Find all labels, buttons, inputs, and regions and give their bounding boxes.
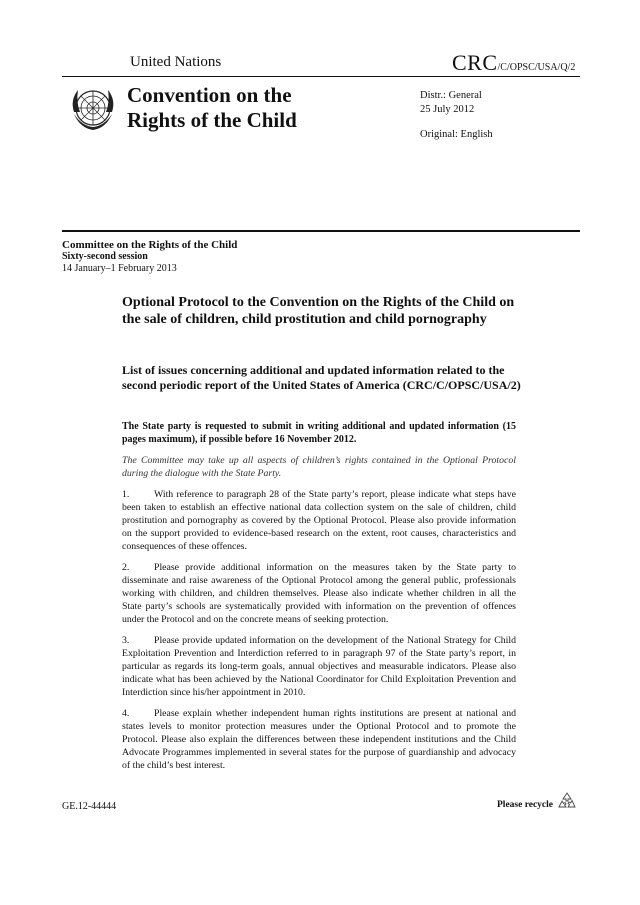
job-number: GE.12-44444 bbox=[62, 801, 117, 812]
convention-title-line1: Convention on the bbox=[127, 83, 292, 107]
paragraph-number: 2. bbox=[122, 562, 130, 573]
distribution-date: 25 July 2012 bbox=[420, 104, 475, 115]
original-language: Original: English bbox=[420, 129, 493, 140]
convention-title-line2: Rights of the Child bbox=[127, 108, 297, 132]
committee-dates: 14 January–1 February 2013 bbox=[62, 263, 177, 274]
convention-title bbox=[127, 83, 297, 133]
symbol-rest: /C/OPSC/USA/Q/2 bbox=[497, 62, 576, 73]
title-rule bbox=[62, 230, 580, 232]
protocol-heading: Optional Protocol to the Convention on the Rights of the Child on the sale of children, child prostitution and child pornography bbox=[122, 295, 515, 327]
recycle-text: Please recycle bbox=[497, 800, 553, 810]
document-body bbox=[122, 420, 516, 780]
distribution-block bbox=[420, 89, 482, 117]
paragraph-text: Please explain whether independent human rights institutions are present at national and states levels to monitor protection measures under the Optional Protocol and to promote the Protocol. Please also explain the differences between these independent institutions and the Child Advocate Programmes implemented in several states for the purpose of guardianship and advocacy of the child’s best interest. bbox=[122, 708, 516, 771]
paragraph-text: Please provide additional information on the measures taken by the State party to disseminate and raise awareness of the Optional Protocol among the general public, professionals working with children, and children themselves. Please also indicate whether children in all the State party’s schools are systematically provided with information on the prevention of offences under the Protocol and on the concrete means of seeking protection. bbox=[122, 562, 516, 625]
organization-name: United Nations bbox=[130, 54, 222, 70]
paragraph-text: With reference to paragraph 28 of the State party’s report, please indicate what steps have been taken to establish an effective national data collection system on the sale of children, child prostitution and pornography as covered by the Optional Protocol. Please also provide information on the support provided to evidence-based research on the extent, root causes, characteristics and consequences of these offences. bbox=[122, 489, 516, 552]
note-paragraph: The Committee may take up all aspects of children’s rights contained in the Optional Protocol during the dialogue with the State Party. bbox=[122, 455, 516, 479]
recycle-icon bbox=[556, 791, 578, 813]
distribution-status: Distr.: General bbox=[420, 90, 482, 101]
paragraph-number: 1. bbox=[122, 489, 130, 500]
numbered-paragraph bbox=[122, 561, 516, 626]
numbered-paragraph bbox=[122, 488, 516, 553]
paragraph-text: Please provide updated information on the development of the National Strategy for Child Exploitation Prevention and Interdiction referred to in paragraph 97 of the State party’s report, in particular as regards its long-term goals, annual objectives and measurable indicators. Please also indicate what has been achieved by the National Coordinator for Child Exploitation Prevention and Interdiction since his/her appointment in 2010. bbox=[122, 635, 516, 698]
request-paragraph: The State party is requested to submit in writing additional and updated information (15 pages maximum), if possible before 16 November 2012. bbox=[122, 421, 516, 445]
numbered-paragraph bbox=[122, 707, 516, 772]
un-emblem-icon bbox=[66, 82, 120, 136]
committee-session: Sixty-second session bbox=[62, 251, 148, 262]
document-symbol bbox=[452, 50, 575, 76]
header-rule bbox=[62, 76, 580, 77]
list-of-issues-heading: List of issues concerning additional and updated information related to the second periodic report of the United States of America (CRC/C/OPSC/USA/2) bbox=[122, 363, 521, 392]
paragraph-number: 3. bbox=[122, 635, 130, 646]
committee-name: Committee on the Rights of the Child bbox=[62, 239, 238, 251]
numbered-paragraph bbox=[122, 634, 516, 699]
committee-block bbox=[62, 239, 237, 275]
paragraph-number: 4. bbox=[122, 708, 130, 719]
symbol-main: CRC bbox=[452, 50, 498, 75]
